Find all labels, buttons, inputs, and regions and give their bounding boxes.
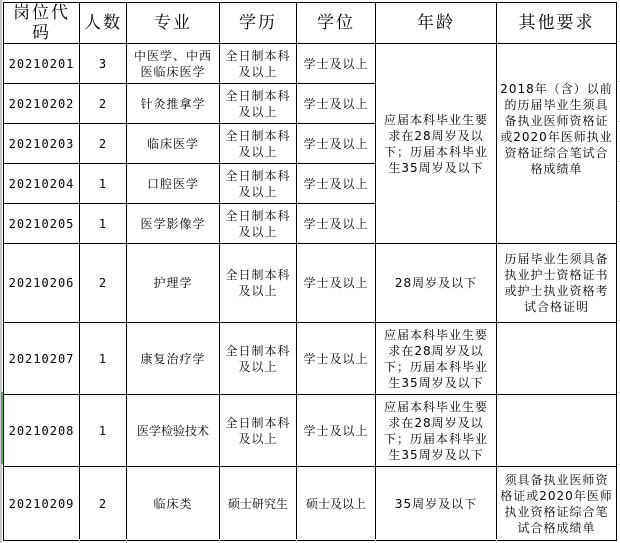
- cell-education[interactable]: 全日制本科及以上: [220, 204, 297, 244]
- cell-count[interactable]: 2: [80, 124, 127, 164]
- cell-age[interactable]: 35周岁及以下: [376, 467, 497, 541]
- cell-count[interactable]: 2: [80, 467, 127, 541]
- cell-count[interactable]: 3: [80, 44, 127, 84]
- cell-count[interactable]: 2: [80, 84, 127, 124]
- table-row: [4, 44, 617, 84]
- cell-code[interactable]: 20210207: [4, 323, 80, 395]
- gridline-tail: [219, 539, 220, 543]
- gridline-tail: [296, 539, 297, 543]
- cell-education[interactable]: 全日制本科及以上: [220, 395, 297, 467]
- cell-degree[interactable]: 学士及以上: [297, 44, 376, 84]
- cell-degree[interactable]: 学士及以上: [297, 204, 376, 244]
- cell-other[interactable]: 须具备执业医师资格证或2020年医师执业资格证综合笔试合格成绩单: [497, 467, 617, 541]
- cell-education[interactable]: 全日制本科及以上: [220, 244, 297, 323]
- cell-code[interactable]: 20210201: [4, 44, 80, 84]
- cell-major[interactable]: 医学影像学: [127, 204, 220, 244]
- cell-other[interactable]: [497, 395, 617, 467]
- cell-major[interactable]: 针灸推拿学: [127, 84, 220, 124]
- cell-education[interactable]: 全日制本科及以上: [220, 323, 297, 395]
- cell-count[interactable]: 1: [80, 323, 127, 395]
- cell-degree[interactable]: 学士及以上: [297, 244, 376, 323]
- cell-code[interactable]: 20210208: [4, 395, 80, 467]
- cell-code[interactable]: 20210209: [4, 467, 80, 541]
- cell-code[interactable]: 20210202: [4, 84, 80, 124]
- table-row: [4, 244, 617, 323]
- job-positions-table: [3, 2, 617, 541]
- header-count[interactable]: 人数: [80, 3, 127, 44]
- cell-other[interactable]: [497, 323, 617, 395]
- cell-education[interactable]: 全日制本科及以上: [220, 124, 297, 164]
- cell-education[interactable]: 硕士研究生: [220, 467, 297, 541]
- header-degree[interactable]: 学位: [297, 3, 376, 44]
- cell-degree[interactable]: 学士及以上: [297, 164, 376, 204]
- header-education[interactable]: 学历: [220, 3, 297, 44]
- cell-code[interactable]: 20210203: [4, 124, 80, 164]
- cell-education[interactable]: 全日制本科及以上: [220, 84, 297, 124]
- cell-major[interactable]: 医学检验技术: [127, 395, 220, 467]
- cell-age[interactable]: 应届本科毕业生要求在28周岁及以下；历届本科毕业生35周岁及以下: [376, 323, 497, 395]
- cell-count[interactable]: 1: [80, 204, 127, 244]
- cell-age-merged[interactable]: 应届本科毕业生要求在28周岁及以下；历届本科毕业生35周岁及以下: [376, 44, 497, 244]
- header-position-code[interactable]: 岗位代码: [4, 3, 80, 44]
- header-other-requirements[interactable]: 其他要求: [497, 3, 617, 44]
- table-row: [4, 323, 617, 395]
- cell-degree[interactable]: 学士及以上: [297, 323, 376, 395]
- cell-degree[interactable]: 学士及以上: [297, 395, 376, 467]
- cell-age[interactable]: 应届本科毕业生要求在28周岁及以下；历届本科毕业生35周岁及以下: [376, 395, 497, 467]
- cell-code[interactable]: 20210206: [4, 244, 80, 323]
- cell-count[interactable]: 1: [80, 395, 127, 467]
- cell-major[interactable]: 康复治疗学: [127, 323, 220, 395]
- header-row: [4, 3, 617, 44]
- cell-count[interactable]: 2: [80, 244, 127, 323]
- cell-major[interactable]: 临床类: [127, 467, 220, 541]
- header-age[interactable]: 年龄: [376, 3, 497, 44]
- cell-education[interactable]: 全日制本科及以上: [220, 164, 297, 204]
- gridline-tail: [496, 539, 497, 543]
- table-row: [4, 395, 617, 467]
- cell-degree[interactable]: 学士及以上: [297, 124, 376, 164]
- cell-major[interactable]: 护理学: [127, 244, 220, 323]
- gridline-tail: [79, 539, 80, 543]
- cell-code[interactable]: 20210204: [4, 164, 80, 204]
- cell-degree[interactable]: 硕士及以上: [297, 467, 376, 541]
- cell-major[interactable]: 中医学、中西医临床医学: [127, 44, 220, 84]
- cell-code[interactable]: 20210205: [4, 204, 80, 244]
- cell-count[interactable]: 1: [80, 164, 127, 204]
- cell-age[interactable]: 28周岁及以下: [376, 244, 497, 323]
- table-row: [4, 467, 617, 541]
- cell-major[interactable]: 口腔医学: [127, 164, 220, 204]
- cell-other-merged[interactable]: 2018年（含）以前的历届毕业生须具备执业医师资格证或2020年医师执业资格证综合笔试合格成绩单: [497, 44, 617, 244]
- cell-other[interactable]: 历届毕业生须具备执业护士资格证书或护士执业资格考试合格证明: [497, 244, 617, 323]
- gridline-tail: [375, 539, 376, 543]
- cell-major[interactable]: 临床医学: [127, 124, 220, 164]
- cell-education[interactable]: 全日制本科及以上: [220, 44, 297, 84]
- cell-degree[interactable]: 学士及以上: [297, 84, 376, 124]
- header-major[interactable]: 专业: [127, 3, 220, 44]
- gridline-tail: [126, 539, 127, 543]
